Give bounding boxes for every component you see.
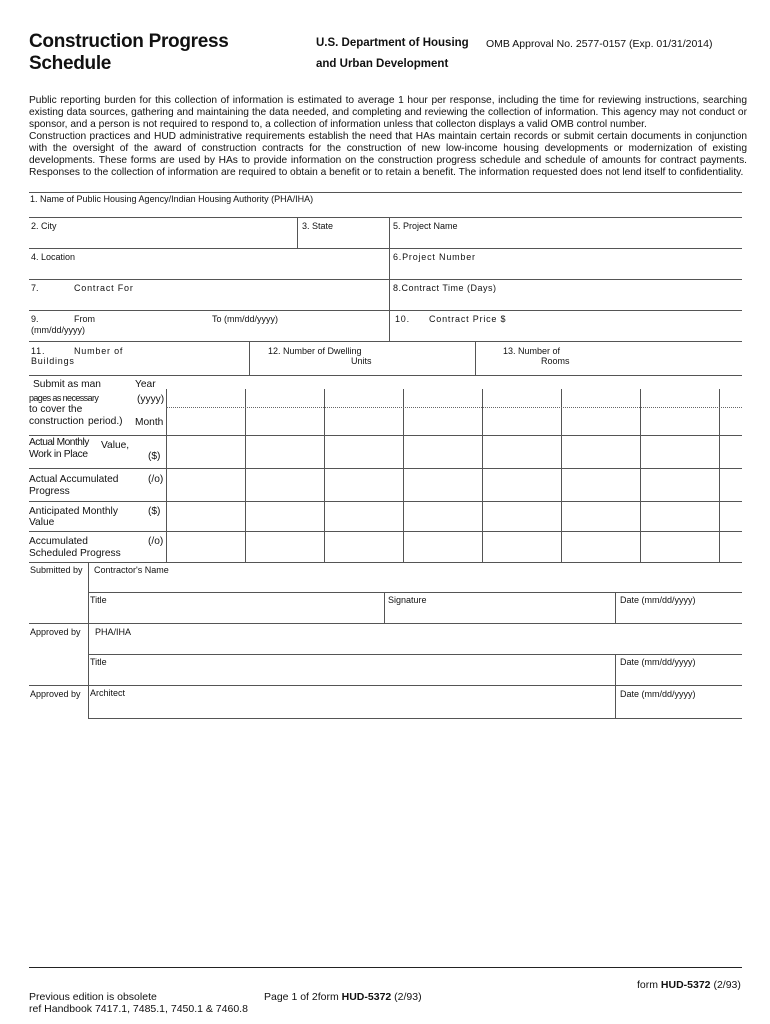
- submitted-by-label: Submitted by: [30, 565, 83, 575]
- year-label: Year: [135, 379, 156, 390]
- field-9-to[interactable]: To (mm/dd/yyyy): [212, 314, 279, 324]
- date-field-3[interactable]: Date (mm/dd/yyyy): [620, 689, 696, 699]
- field-12-units: Units: [351, 356, 372, 366]
- submit-note-line4: construction: [29, 416, 84, 427]
- field-8-contract-time[interactable]: 8.Contract Time (Days): [393, 283, 497, 293]
- page-indicator: [264, 991, 422, 1003]
- submit-note-period: period.): [88, 416, 123, 427]
- submit-note-line2: pages as necessary: [29, 393, 99, 403]
- pha-iha-field[interactable]: PHA/IHA: [95, 627, 132, 637]
- percent-label-2: (/o): [148, 536, 164, 547]
- field-5-project-name[interactable]: 5. Project Name: [393, 221, 458, 231]
- page-prefix: Page 1 of 2form: [264, 991, 342, 1003]
- submit-note-line3: to cover the: [29, 404, 83, 415]
- form-date-right: (2/93): [710, 979, 741, 991]
- form-number-right: [637, 979, 741, 991]
- field-13-rooms[interactable]: 13. Number of: [503, 346, 561, 356]
- practices-notice: Construction practices and HUD administrative requirements establish the need that HAs maintain certain records or submit certain documents in conjunction with the oversight of the award of construction contracts for the construction of new low-income housing developments or modernization of existing developments. These forms are used by HAs to provide information on the construction progress schedule and schedule of amounts for contract payments. Responses to the collection of information are required to obtain a benefit or to retain a benefit. The information requested does not lend itself to confidentiality.: [29, 131, 747, 178]
- form-title-line1: Construction Progress: [29, 31, 229, 52]
- approved-by-label-1: Approved by: [30, 627, 81, 637]
- actual-accumulated-line2: Progress: [29, 486, 70, 497]
- field-13-rooms-label: Rooms: [541, 356, 570, 366]
- form-title-line2: Schedule: [29, 53, 112, 74]
- accumulated-scheduled-line1: Accumulated: [29, 536, 88, 547]
- yyyy-label: (yyyy): [137, 394, 165, 405]
- contractor-name-field[interactable]: Contractor's Name: [94, 565, 169, 575]
- month-label: Month: [135, 417, 164, 428]
- field-1-pha-name[interactable]: 1. Name of Public Housing Agency/Indian Housing Authority (PHA/IHA): [30, 194, 314, 204]
- field-7-contract-for[interactable]: Contract For: [74, 283, 134, 293]
- obsolete-note: Previous edition is obsolete: [29, 991, 157, 1003]
- field-12-dwelling-units[interactable]: 12. Number of Dwelling: [268, 346, 362, 356]
- actual-monthly-line1: Actual Monthly: [29, 437, 89, 448]
- field-10-number: 10.: [395, 314, 410, 324]
- form-date-mid: (2/93): [391, 991, 422, 1003]
- approved-by-label-2: Approved by: [30, 689, 81, 699]
- agency-line2: and Urban Development: [316, 58, 449, 70]
- field-4-location[interactable]: 4. Location: [31, 252, 76, 262]
- field-11-number: 11.: [31, 346, 46, 356]
- form-id-right: HUD-5372: [660, 979, 711, 991]
- form-id-mid: HUD-5372: [341, 991, 392, 1003]
- field-11-number-of[interactable]: Number of: [74, 346, 124, 356]
- signature-field[interactable]: Signature: [388, 595, 427, 605]
- anticipated-monthly-line1: Anticipated Monthly: [29, 506, 118, 517]
- title-field-1[interactable]: Title: [90, 595, 107, 605]
- field-3-state[interactable]: 3. State: [302, 221, 334, 231]
- dollar-label-1: ($): [148, 451, 161, 462]
- field-7-number: 7.: [31, 283, 39, 293]
- submit-note-line1: Submit as man: [33, 379, 101, 390]
- field-10-contract-price[interactable]: Contract Price $: [429, 314, 507, 324]
- omb-approval: OMB Approval No. 2577-0157 (Exp. 01/31/2014): [486, 38, 713, 50]
- date-field-1[interactable]: Date (mm/dd/yyyy): [620, 595, 696, 605]
- handbook-reference: ref Handbook 7417.1, 7485.1, 7450.1 & 7460.8: [29, 1003, 248, 1015]
- percent-label-1: (/o): [148, 474, 164, 485]
- agency-line1: U.S. Department of Housing: [316, 37, 469, 49]
- actual-accumulated-line1: Actual Accumulated: [29, 474, 119, 485]
- dollar-label-2: ($): [148, 506, 161, 517]
- field-9-from[interactable]: From: [74, 314, 95, 324]
- form-prefix-right: form: [637, 979, 661, 991]
- field-2-city[interactable]: 2. City: [31, 221, 57, 231]
- burden-notice: Public reporting burden for this collection of information is estimated to average 1 hour per response, including the time for reviewing instructions, searching existing data sources, gathering and maintaining the data needed, and completing and reviewing the collection of information. This agency may not conduct or sponsor, and a person is not required to respond to, a collection of information unless that collecton displays a valid OMB control number.: [29, 95, 747, 130]
- field-6-project-number[interactable]: 6.Project Number: [393, 252, 476, 262]
- actual-monthly-line2: Work in Place: [29, 449, 88, 460]
- field-11-buildings: Buildings: [31, 356, 75, 366]
- accumulated-scheduled-line2: Scheduled Progress: [29, 548, 121, 559]
- architect-field[interactable]: Architect: [90, 688, 126, 698]
- field-9-number: 9.: [31, 314, 39, 324]
- value-label: Value,: [101, 440, 130, 451]
- date-field-2[interactable]: Date (mm/dd/yyyy): [620, 657, 696, 667]
- anticipated-monthly-line2: Value: [29, 517, 55, 528]
- form-title: [29, 31, 229, 75]
- title-field-2[interactable]: Title: [90, 657, 107, 667]
- field-9-format: (mm/dd/yyyy): [31, 325, 85, 335]
